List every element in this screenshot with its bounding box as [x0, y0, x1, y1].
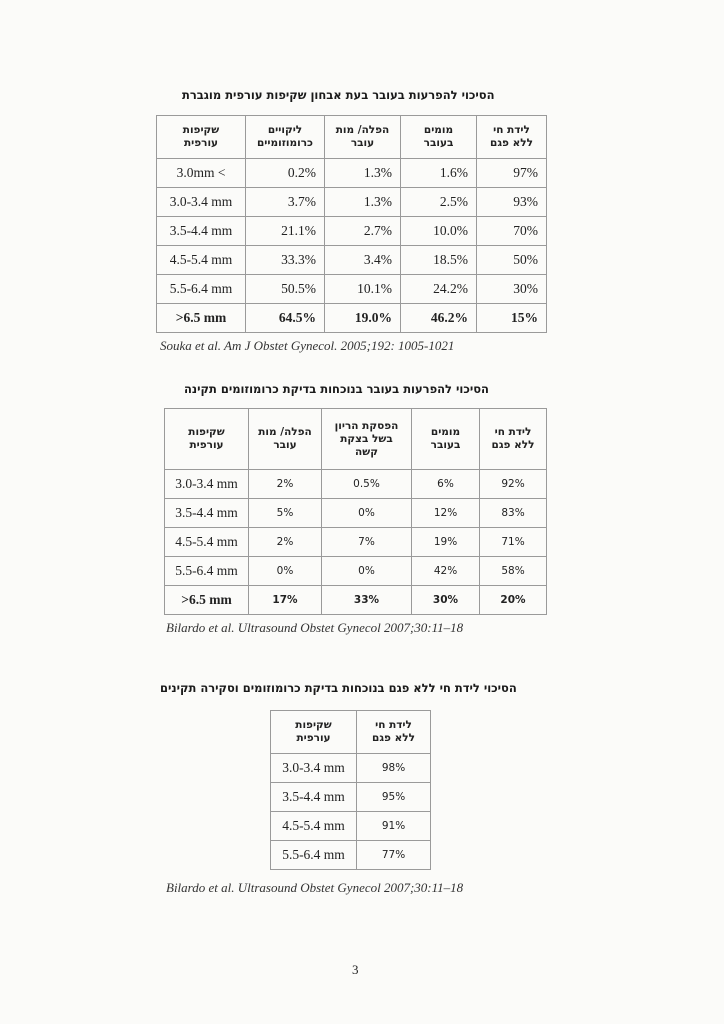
table3-citation: Bilardo et al. Ultrasound Obstet Gynecol 2007;30:11–18 — [166, 880, 464, 895]
table-row — [271, 754, 431, 783]
table3-header-live-birth: לידת חי ללא פגם — [357, 711, 431, 754]
table-row — [271, 783, 431, 812]
table1-header-anomalies: מומים בעובר — [401, 116, 477, 159]
table1-header-chromosomal: ליקויים כרומוזומיים — [246, 116, 325, 159]
table2 — [164, 408, 547, 615]
table-cell: 5% — [249, 499, 322, 528]
table-cell: 50.5% — [246, 275, 325, 304]
table-cell: 6% — [412, 470, 480, 499]
table-cell: 17% — [249, 586, 322, 615]
table1-header-live-birth: לידת חי ללא פגם — [477, 116, 547, 159]
table-cell: 7% — [322, 528, 412, 557]
table-cell: 2% — [249, 470, 322, 499]
table3-header-row — [271, 711, 431, 754]
table-row — [157, 188, 547, 217]
table-cell: 0.2% — [246, 159, 325, 188]
table2-header-termination: הפסקת הריון בשל בצקת קשה — [322, 409, 412, 470]
table-cell: 77% — [357, 841, 431, 870]
table-cell: 18.5% — [401, 246, 477, 275]
table-cell: 15% — [477, 304, 547, 333]
table-cell: 93% — [477, 188, 547, 217]
table-cell: 5.5-6.4 mm — [157, 275, 246, 304]
table-cell: >6.5 mm — [157, 304, 246, 333]
table-row — [165, 557, 547, 586]
table-cell: 2.5% — [401, 188, 477, 217]
table-cell: 98% — [357, 754, 431, 783]
table-cell: 3.0mm < — [157, 159, 246, 188]
table-cell: 1.3% — [325, 188, 401, 217]
table-cell: 12% — [412, 499, 480, 528]
table-cell: 3.7% — [246, 188, 325, 217]
table-cell: 3.5-4.4 mm — [157, 217, 246, 246]
table-cell: 19% — [412, 528, 480, 557]
table-cell: 2% — [249, 528, 322, 557]
table3 — [270, 710, 431, 870]
table1-title: הסיכוי להפרעות בעובר בעת אבחון שקיפות עורפית מוגברת — [182, 88, 495, 102]
table-row — [157, 246, 547, 275]
table-row — [271, 812, 431, 841]
table2-header-live-birth: לידת חי ללא פגם — [480, 409, 547, 470]
table-row — [157, 217, 547, 246]
table-cell: 4.5-5.4 mm — [165, 528, 249, 557]
table1-header-nt: שקיפות עורפית — [157, 116, 246, 159]
table1 — [156, 115, 547, 333]
table-cell: 4.5-5.4 mm — [157, 246, 246, 275]
table-row — [157, 275, 547, 304]
table-cell: 46.2% — [401, 304, 477, 333]
table-cell: 5.5-6.4 mm — [165, 557, 249, 586]
table-cell: 71% — [480, 528, 547, 557]
table-cell: 0% — [249, 557, 322, 586]
table-cell: 24.2% — [401, 275, 477, 304]
table-cell: 33% — [322, 586, 412, 615]
table2-header-nt: שקיפות עורפית — [165, 409, 249, 470]
table-cell: 42% — [412, 557, 480, 586]
table-row — [165, 586, 547, 615]
table-cell: 83% — [480, 499, 547, 528]
table-cell: 3.0-3.4 mm — [157, 188, 246, 217]
table-cell: 3.4% — [325, 246, 401, 275]
table2-header-miscarriage: הפלה/ מות עובר — [249, 409, 322, 470]
table3-title: הסיכוי לידת חי ללא פגם בנוכחות בדיקת כרומוזומים וסקירה תקינים — [160, 681, 517, 695]
table-row — [157, 304, 547, 333]
table-cell: 97% — [477, 159, 547, 188]
table1-header-row — [157, 116, 547, 159]
table-cell: 2.7% — [325, 217, 401, 246]
page-number: 3 — [352, 962, 359, 977]
table-cell: 3.5-4.4 mm — [165, 499, 249, 528]
table2-header-row — [165, 409, 547, 470]
table-cell: 20% — [480, 586, 547, 615]
table-cell: 1.3% — [325, 159, 401, 188]
table-cell: 5.5-6.4 mm — [271, 841, 357, 870]
table-cell: 1.6% — [401, 159, 477, 188]
table-cell: 10.1% — [325, 275, 401, 304]
table-cell: 64.5% — [246, 304, 325, 333]
table-cell: 91% — [357, 812, 431, 841]
table1-header-miscarriage: הפלה/ מות עובר — [325, 116, 401, 159]
table-cell: 30% — [412, 586, 480, 615]
table-cell: 70% — [477, 217, 547, 246]
table-cell: 50% — [477, 246, 547, 275]
table-cell: 10.0% — [401, 217, 477, 246]
table-cell: 3.0-3.4 mm — [271, 754, 357, 783]
table-row — [271, 841, 431, 870]
table1-citation: Souka et al. Am J Obstet Gynecol. 2005;192: 1005-1021 — [160, 338, 455, 353]
table-cell: 3.5-4.4 mm — [271, 783, 357, 812]
table-row — [165, 470, 547, 499]
table-cell: >6.5 mm — [165, 586, 249, 615]
table-cell: 58% — [480, 557, 547, 586]
table2-header-anomalies: מומים בעובר — [412, 409, 480, 470]
table-cell: 4.5-5.4 mm — [271, 812, 357, 841]
table-cell: 0% — [322, 499, 412, 528]
table-cell: 0.5% — [322, 470, 412, 499]
table-row — [165, 499, 547, 528]
table-cell: 0% — [322, 557, 412, 586]
table2-title: הסיכוי להפרעות בעובר בנוכחות בדיקת כרומוזומים תקינה — [184, 382, 489, 396]
table-cell: 92% — [480, 470, 547, 499]
table3-header-nt: שקיפות עורפית — [271, 711, 357, 754]
table-cell: 19.0% — [325, 304, 401, 333]
table-cell: 33.3% — [246, 246, 325, 275]
table-cell: 21.1% — [246, 217, 325, 246]
table-cell: 3.0-3.4 mm — [165, 470, 249, 499]
table-row — [165, 528, 547, 557]
table-row — [157, 159, 547, 188]
table-cell: 30% — [477, 275, 547, 304]
table2-citation: Bilardo et al. Ultrasound Obstet Gynecol 2007;30:11–18 — [166, 620, 464, 635]
table-cell: 95% — [357, 783, 431, 812]
